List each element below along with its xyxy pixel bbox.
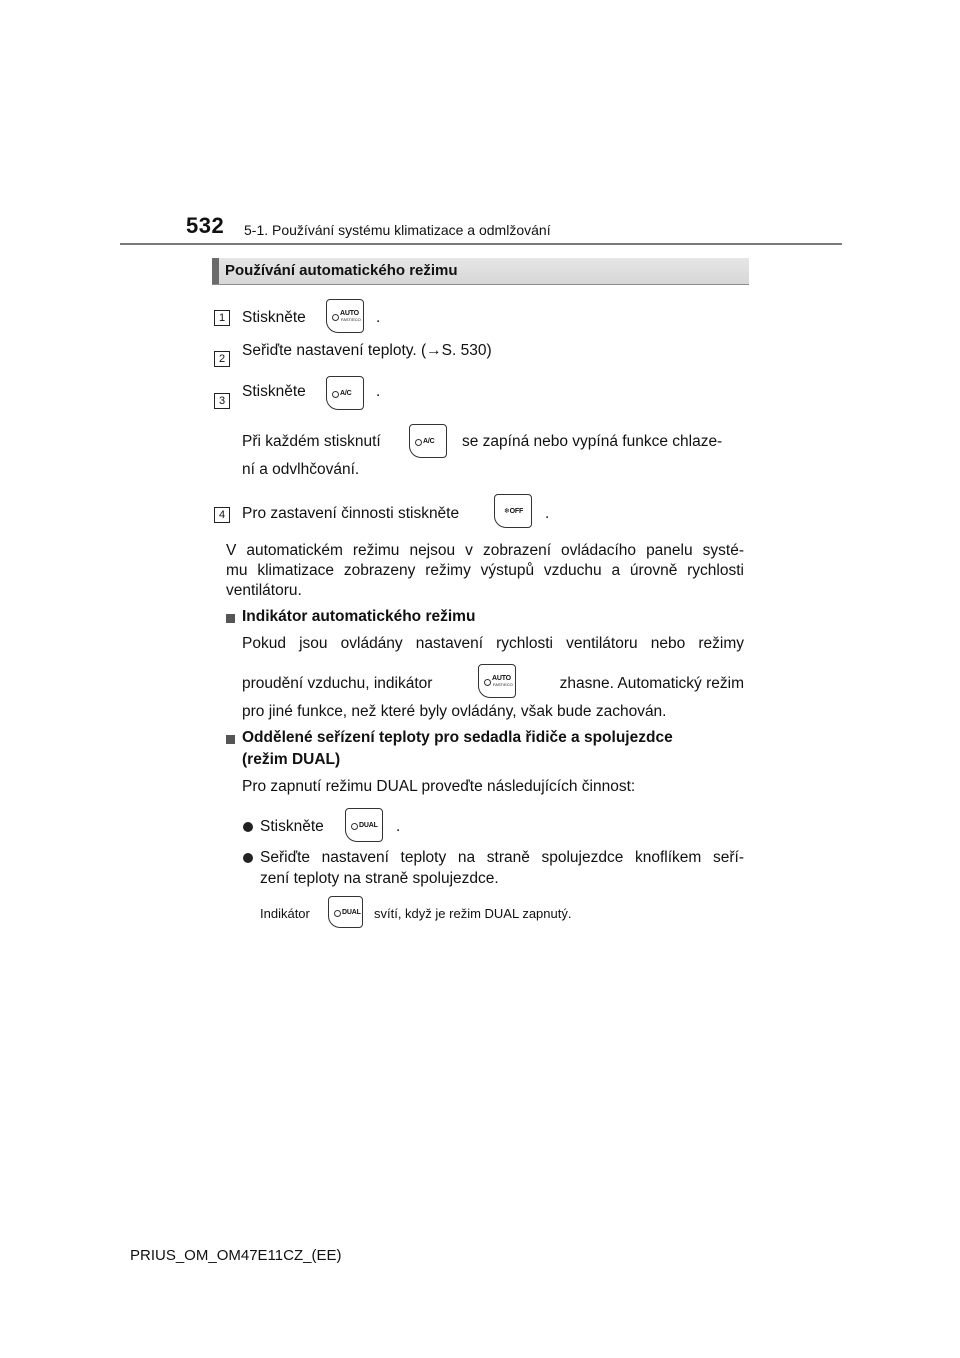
ac-label: A/C (423, 438, 435, 445)
dual-button-icon (345, 808, 383, 842)
document-code: PRIUS_OM_OM47E11CZ_(EE) (130, 1247, 342, 1264)
section-heading-text: Používání automatického režimu (225, 262, 458, 279)
auto-label: AUTO (340, 310, 359, 317)
indicator-line-2-after: zhasne. Automatický režim (559, 675, 744, 692)
dual-label: DUAL (359, 822, 378, 829)
heading-accent (212, 258, 219, 284)
header-rule (120, 243, 842, 245)
dual-note-after: svítí, když je režim DUAL zapnutý. (374, 906, 572, 921)
step-1-number: 1 (214, 310, 230, 326)
square-bullet-icon (226, 735, 235, 744)
indicator-line-3: pro jiné funkce, než které byly ovládány, však bude zachován. (242, 703, 667, 720)
dual-bullet-1-before: Stiskněte (260, 818, 324, 835)
dual-bullet-2-line-2: zení teploty na straně spolujezdce. (260, 870, 499, 887)
section-heading (212, 258, 749, 285)
dual-title-line-1: Oddělené seřízení teploty pro sedadla řidiče a spolujezdce (242, 729, 673, 746)
step-3-period: . (376, 383, 381, 400)
section-title: 5-1. Používání systému klimatizace a odmlžování (244, 222, 551, 238)
step-2-number: 2 (214, 351, 230, 367)
ac-button-icon (409, 424, 447, 458)
step-1-text: Stiskněte (242, 309, 306, 326)
auto-sub-label: FAST/ECO (341, 317, 361, 322)
indicator-line-1: Pokud jsou ovládány nastavení rychlosti ventilátoru nebo režimy (242, 635, 744, 652)
dual-intro: Pro zapnutí režimu DUAL proveďte následujících činnost: (242, 778, 636, 795)
square-bullet-icon (226, 614, 235, 623)
step-3-text: Stiskněte (242, 383, 306, 400)
step-4-text: Pro zastavení činnosti stiskněte (242, 505, 460, 522)
step-3-note-after: se zapíná nebo vypíná funkce chlaze- (462, 433, 723, 450)
auto-sub-label: FAST/ECO (493, 682, 513, 687)
off-label: ❄OFF (504, 508, 524, 515)
paragraph-line-1: V automatickém režimu nejsou v zobrazení ovládacího panelu systé- (226, 542, 744, 559)
auto-label: AUTO (492, 675, 511, 682)
dual-title-line-2: (režim DUAL) (242, 751, 341, 768)
dual-bullet-1-after: . (396, 818, 401, 835)
round-bullet-icon (243, 853, 253, 863)
paragraph-line-3: ventilátoru. (226, 582, 302, 599)
dual-label: DUAL (342, 909, 361, 916)
page-number: 532 (186, 213, 225, 238)
step-3-note-line2: ní a odvlhčování. (242, 461, 360, 478)
step-4-number: 4 (214, 507, 230, 523)
step-2-text: Seřiďte nastavení teploty. (→S. 530) (242, 342, 492, 359)
off-button-icon (494, 494, 532, 528)
auto-button-icon (326, 299, 364, 333)
paragraph-line-2: mu klimatizace zobrazeny režimy výstupů vzduchu a úrovně rychlosti (226, 562, 744, 579)
step-3-note-before: Při každém stisknutí (242, 433, 381, 450)
indicator-line-2-before: proudění vzduchu, indikátor (242, 675, 433, 692)
dual-button-icon (328, 896, 363, 928)
dual-bullet-2-line-1: Seřiďte nastavení teploty na straně spolujezdce knoflíkem seří- (260, 849, 744, 866)
step-3-number: 3 (214, 393, 230, 409)
auto-button-icon (478, 664, 516, 698)
step-1-period: . (376, 309, 381, 326)
ac-button-icon (326, 376, 364, 410)
step-4-period: . (545, 505, 550, 522)
ac-label: A/C (340, 390, 352, 397)
round-bullet-icon (243, 822, 253, 832)
dual-note-before: Indikátor (260, 906, 310, 921)
indicator-title: Indikátor automatického režimu (242, 608, 476, 625)
